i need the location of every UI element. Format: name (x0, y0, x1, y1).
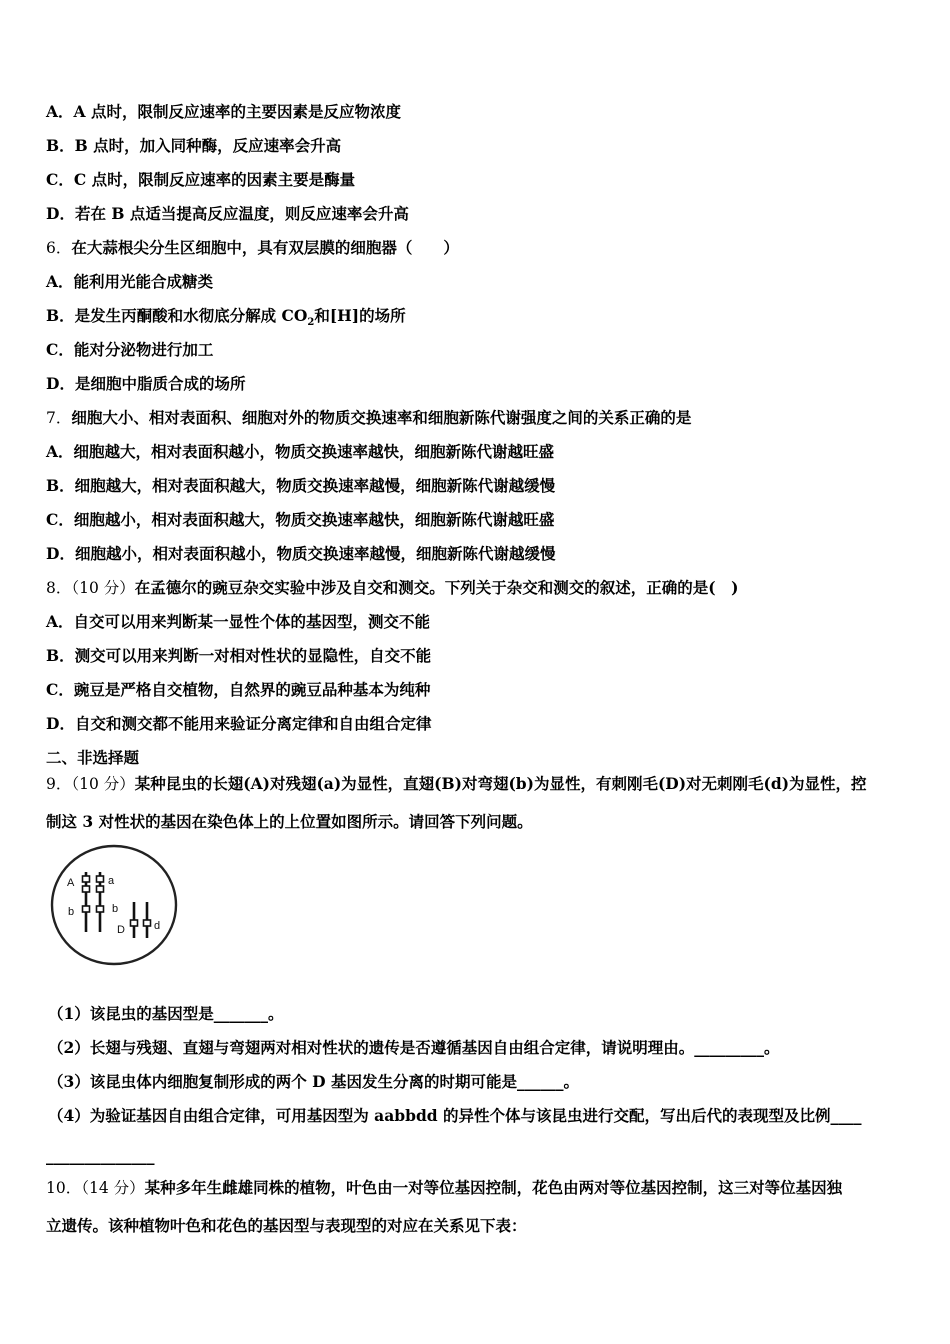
chromosome-pair-1 (83, 872, 104, 932)
gene-label-b-left: b (68, 906, 75, 918)
gene-label-b-right: b (112, 903, 119, 915)
q9-sub-question-4: （4）为验证基因自由组合定律，可用基因型为 aabbdd 的异性个体与该昆虫进行交配，写出后代的表现型及比例____ (48, 1106, 862, 1125)
q7-option-b: B．细胞越大，相对表面积越大，物质交换速率越慢，细胞新陈代谢越缓慢 (46, 476, 556, 495)
q6-option-c: C．能对分泌物进行加工 (46, 340, 214, 359)
q6-option-b-sub: 2 (307, 317, 315, 329)
gene-label-a: a (108, 875, 115, 887)
q9-stem-line2: 制这 3 对性状的基因在染色体上的上位置如图所示。请回答下列问题。 (46, 812, 533, 831)
q10-number: 10．（14 分） (46, 1179, 145, 1197)
q10-stem-text: 某种多年生雌雄同株的植物，叶色由一对等位基因控制，花色由两对等位基因控制，这三对等位基因独 (144, 1178, 843, 1197)
gene-label-d: d (154, 920, 161, 932)
q8-option-b: B．测交可以用来判断一对相对性状的显隐性，自交不能 (46, 646, 432, 665)
q8-option-a: A．自交可以用来判断某一显性个体的基因型，测交不能 (46, 612, 431, 631)
q8-stem (46, 578, 738, 598)
q9-sub-question-2: （2）长翅与残翅、直翅与弯翅两对相对性状的遗传是否遵循基因自由组合定律，请说明理由。_________。 (48, 1038, 780, 1057)
q6-option-d: D．是细胞中脂质合成的场所 (46, 374, 246, 393)
q6-option-b (46, 306, 406, 333)
q6-option-b-pre: B．是发生丙酮酸和水彻底分解成 CO (46, 306, 308, 325)
q6-stem (46, 238, 459, 258)
q5-option-a: A．A 点时，限制反应速率的主要因素是反应物浓度 (46, 102, 401, 121)
chromosome-diagram (48, 842, 182, 968)
q6-stem-text: 在大蒜根尖分生区细胞中，具有双层膜的细胞器（ ） (71, 238, 459, 257)
q7-stem-text: 细胞大小、相对表面积、细胞对外的物质交换速率和细胞新陈代谢强度之间的关系正确的是 (71, 408, 692, 427)
q10-stem-line1 (46, 1178, 842, 1198)
q7-stem (46, 408, 691, 428)
chromosome-pair-2 (131, 902, 151, 938)
q5-option-d: D．若在 B 点适当提高反应温度，则反应速率会升高 (46, 204, 409, 223)
q7-option-c: C．细胞越小，相对表面积越大，物质交换速率越快，细胞新陈代谢越旺盛 (46, 510, 555, 529)
q9-sub-question-3: （3）该昆虫体内细胞复制形成的两个 D 基因发生分离的时期可能是______。 (48, 1072, 580, 1091)
q8-option-c: C．豌豆是严格自交植物，自然界的豌豆品种基本为纯种 (46, 680, 431, 699)
gene-label-D: D (117, 924, 125, 936)
q6-option-a: A．能利用光能合成糖类 (46, 272, 214, 291)
q10-stem-line2: 立遗传。该种植物叶色和花色的基因型与表现型的对应在关系见下表： (46, 1216, 527, 1235)
section-title: 二、非选择题 (46, 748, 140, 767)
q6-option-b-post: 和[H]的场所 (314, 306, 406, 325)
q5-option-c: C．C 点时，限制反应速率的因素主要是酶量 (46, 170, 356, 189)
q6-number: 6． (46, 239, 72, 257)
q9-sub-question-1: （1）该昆虫的基因型是_______。 (48, 1004, 284, 1023)
q8-stem-text: 在孟德尔的豌豆杂交实验中涉及自交和测交。下列关于杂交和测交的叙述，正确的是( ) (134, 578, 739, 597)
q7-number: 7． (46, 409, 72, 427)
q8-number: 8．（10 分） (46, 579, 135, 597)
q7-option-a: A．细胞越大，相对表面积越小，物质交换速率越快，细胞新陈代谢越旺盛 (46, 442, 555, 461)
q8-option-d: D．自交和测交都不能用来验证分离定律和自由组合定律 (46, 714, 432, 733)
q9-stem-line1 (46, 774, 867, 794)
q9-sub-question-4-blank: ______________ (46, 1146, 155, 1165)
q5-option-b: B．B 点时，加入同种酶，反应速率会升高 (46, 136, 342, 155)
gene-label-A: A (67, 877, 75, 889)
q7-option-d: D．细胞越小，相对表面积越小，物质交换速率越慢，细胞新陈代谢越缓慢 (46, 544, 556, 563)
q9-stem-text: 某种昆虫的长翅(A)对残翅(a)为显性，直翅(B)对弯翅(b)为显性，有刺刚毛(D)对无刺刚毛(d)为显性，控 (134, 774, 867, 793)
q9-number: 9．（10 分） (46, 775, 135, 793)
